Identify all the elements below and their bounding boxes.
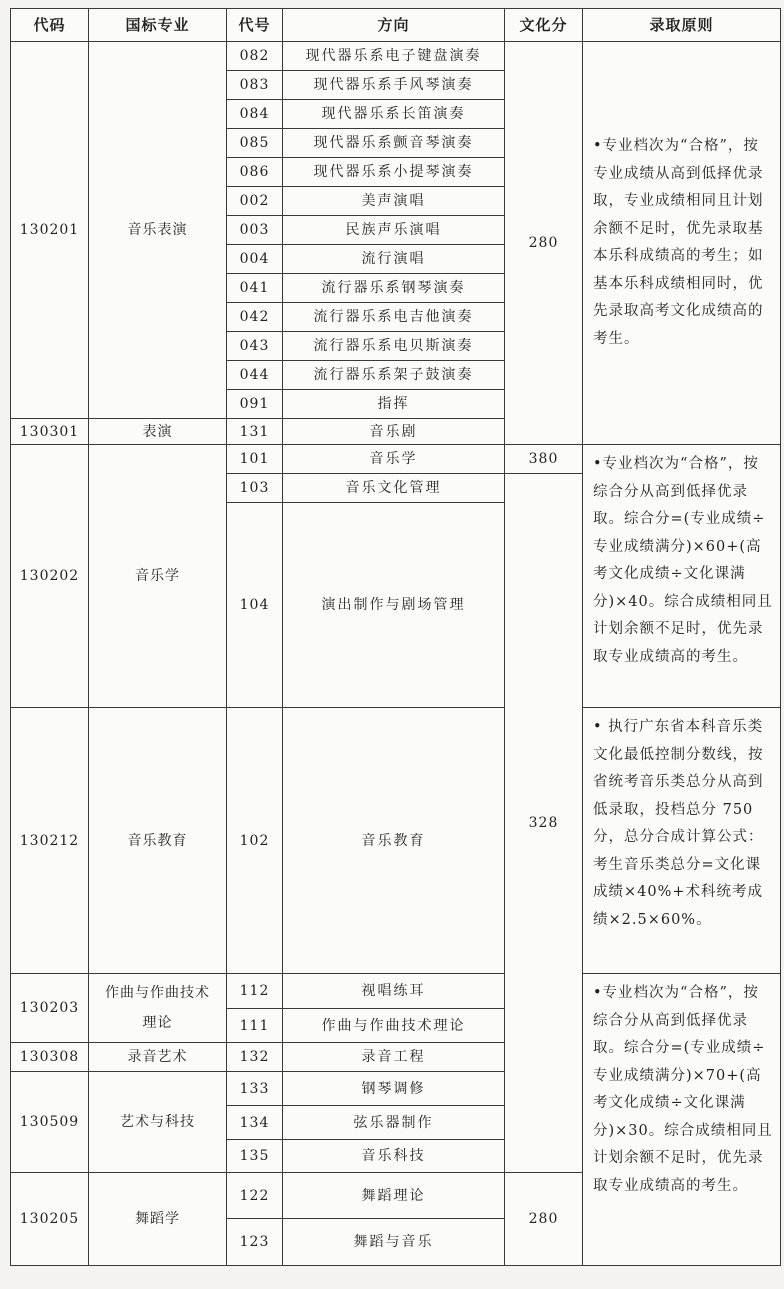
direction-num: 091 (227, 390, 283, 419)
major-code: 130212 (11, 708, 89, 974)
direction-num: 101 (227, 445, 283, 474)
admission-rule: •专业档次为“合格”，按专业成绩从高到低择优录取，专业成绩相同且计划余额不足时，优先录取基本乐科成绩高的考生；如基本乐科成绩相同时，优先录取高考文化成绩高的考生。 (583, 42, 781, 445)
direction-num: 122 (227, 1173, 283, 1219)
major-name: 舞蹈学 (89, 1173, 227, 1266)
major-code: 130201 (11, 42, 89, 419)
direction-num: 084 (227, 100, 283, 129)
direction-name: 音乐剧 (283, 419, 505, 445)
admission-rule: •专业档次为“合格”，按综合分从高到低择优录取。综合分=(专业成绩÷专业成绩满分)×60+(高考文化成绩÷文化课满分)×40。综合成绩相同且计划余额不足时，优先录取专业成绩高的考生。 (583, 445, 781, 708)
direction-num: 111 (227, 1009, 283, 1043)
major-code: 130205 (11, 1173, 89, 1266)
direction-num: 131 (227, 419, 283, 445)
admission-table (10, 8, 781, 1266)
major-name: 录音艺术 (89, 1043, 227, 1072)
major-code: 130301 (11, 419, 89, 445)
direction-name: 音乐教育 (283, 708, 505, 974)
direction-name: 视唱练耳 (283, 974, 505, 1009)
major-name: 艺术与科技 (89, 1072, 227, 1173)
direction-name: 流行器乐系钢琴演奏 (283, 274, 505, 303)
direction-name: 音乐科技 (283, 1140, 505, 1173)
direction-num: 103 (227, 474, 283, 503)
direction-num: 044 (227, 361, 283, 390)
direction-name: 现代器乐系长笛演奏 (283, 100, 505, 129)
direction-num: 134 (227, 1106, 283, 1140)
direction-name: 舞蹈与音乐 (283, 1219, 505, 1266)
direction-name: 流行器乐系架子鼓演奏 (283, 361, 505, 390)
header-culture: 文化分 (505, 9, 583, 42)
table-row (11, 42, 781, 71)
direction-num: 004 (227, 245, 283, 274)
direction-name: 录音工程 (283, 1043, 505, 1072)
direction-num: 082 (227, 42, 283, 71)
direction-name: 美声演唱 (283, 187, 505, 216)
direction-name: 流行器乐系电吉他演奏 (283, 303, 505, 332)
major-code: 130308 (11, 1043, 89, 1072)
direction-num: 085 (227, 129, 283, 158)
major-name: 音乐表演 (89, 42, 227, 419)
major-code: 130202 (11, 445, 89, 708)
direction-name: 现代器乐系电子键盘演奏 (283, 42, 505, 71)
table-row (11, 708, 781, 974)
header-row (11, 9, 781, 42)
major-code: 130509 (11, 1072, 89, 1173)
direction-name: 弦乐器制作 (283, 1106, 505, 1140)
major-name: 音乐学 (89, 445, 227, 708)
direction-num: 112 (227, 974, 283, 1009)
culture-score: 280 (505, 1173, 583, 1266)
direction-name: 音乐学 (283, 445, 505, 474)
direction-name: 流行器乐系电贝斯演奏 (283, 332, 505, 361)
direction-num: 104 (227, 503, 283, 708)
admission-rule: • 执行广东省本科音乐类文化最低控制分数线，按省统考音乐类总分从高到低录取，投档总分 750 分，总分合成计算公式：考生音乐类总分=文化课成绩×40%+术科统考成绩×2.5×60%。 (583, 708, 781, 974)
header-direction: 方向 (283, 9, 505, 42)
direction-name: 钢琴调修 (283, 1072, 505, 1106)
direction-name: 现代器乐系颤音琴演奏 (283, 129, 505, 158)
direction-name: 流行演唱 (283, 245, 505, 274)
table-row (11, 974, 781, 1009)
culture-score: 380 (505, 445, 583, 474)
direction-num: 042 (227, 303, 283, 332)
direction-num: 102 (227, 708, 283, 974)
header-num: 代号 (227, 9, 283, 42)
table-row (11, 445, 781, 474)
header-major: 国标专业 (89, 9, 227, 42)
direction-num: 002 (227, 187, 283, 216)
culture-score: 280 (505, 42, 583, 445)
direction-num: 003 (227, 216, 283, 245)
direction-num: 086 (227, 158, 283, 187)
direction-num: 135 (227, 1140, 283, 1173)
direction-name: 舞蹈理论 (283, 1173, 505, 1219)
direction-name: 指挥 (283, 390, 505, 419)
direction-name: 音乐文化管理 (283, 474, 505, 503)
culture-score: 328 (505, 474, 583, 1173)
admission-rule: •专业档次为“合格”，按综合分从高到低择优录取。综合分=(专业成绩÷专业成绩满分)×70+(高考文化成绩÷文化课满分)×30。综合成绩相同且计划余额不足时，优先录取专业成绩高的考生。 (583, 974, 781, 1266)
major-name: 作曲与作曲技术理论 (89, 974, 227, 1043)
major-name: 表演 (89, 419, 227, 445)
direction-name: 现代器乐系小提琴演奏 (283, 158, 505, 187)
direction-name: 民族声乐演唱 (283, 216, 505, 245)
direction-name: 现代器乐系手风琴演奏 (283, 71, 505, 100)
header-principle: 录取原则 (583, 9, 781, 42)
direction-num: 083 (227, 71, 283, 100)
direction-num: 043 (227, 332, 283, 361)
direction-num: 133 (227, 1072, 283, 1106)
direction-num: 123 (227, 1219, 283, 1266)
major-code: 130203 (11, 974, 89, 1043)
major-name: 音乐教育 (89, 708, 227, 974)
direction-name: 演出制作与剧场管理 (283, 503, 505, 708)
direction-num: 132 (227, 1043, 283, 1072)
header-code: 代码 (11, 9, 89, 42)
direction-name: 作曲与作曲技术理论 (283, 1009, 505, 1043)
direction-num: 041 (227, 274, 283, 303)
